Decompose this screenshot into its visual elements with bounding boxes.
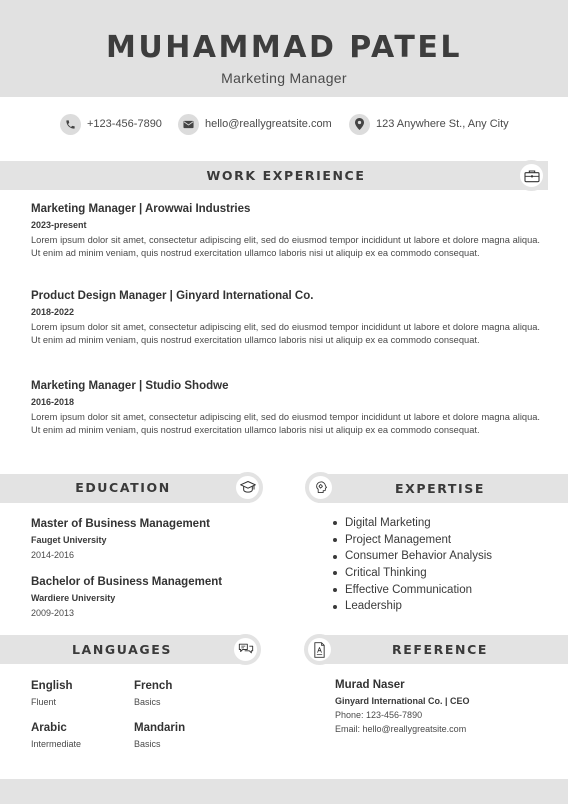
language-level: Basics <box>134 739 161 749</box>
location-icon <box>349 114 370 135</box>
reference-company: Ginyard International Co. | CEO <box>335 696 470 706</box>
contact-address <box>349 113 509 135</box>
reference-phone[interactable]: Phone: 123-456-7890 <box>335 710 423 720</box>
education-degree: Master of Business Management <box>31 518 210 530</box>
list-item <box>333 598 492 615</box>
expertise-skill: Critical Thinking <box>345 567 427 580</box>
brain-gear-icon <box>305 472 336 503</box>
contact-row <box>0 113 568 135</box>
phone-icon <box>60 114 81 135</box>
job-period: 2018-2022 <box>31 307 75 317</box>
candidate-name: MUHAMMAD PATEL <box>105 30 462 65</box>
bullet <box>333 521 337 525</box>
education-period: 2014-2016 <box>31 550 75 560</box>
language-entry <box>31 722 131 749</box>
bullet <box>333 571 337 575</box>
language-name: French <box>134 680 173 692</box>
phone-text[interactable]: +123-456-7890 <box>87 118 162 130</box>
bullet <box>333 605 337 609</box>
list-item <box>333 532 492 549</box>
language-name: Mandarin <box>134 722 186 734</box>
contact-email <box>178 113 332 135</box>
education-degree: Bachelor of Business Management <box>31 576 223 588</box>
bullet <box>333 538 337 542</box>
job-entry <box>31 380 540 436</box>
job-period: 2016-2018 <box>31 397 75 407</box>
education-period: 2009-2013 <box>31 608 75 618</box>
language-entry <box>134 722 234 749</box>
mail-icon <box>178 114 199 135</box>
chat-bubbles-icon <box>230 634 261 665</box>
reference-name: Murad Naser <box>335 679 405 691</box>
footer-band <box>0 779 568 804</box>
education-entry <box>31 576 271 618</box>
expertise-skill: Digital Marketing <box>345 517 431 529</box>
resume-header <box>0 0 568 97</box>
job-period: 2023-present <box>31 220 87 230</box>
languages-heading: LANGUAGES <box>71 642 172 657</box>
language-name: English <box>31 680 73 692</box>
reference-heading: REFERENCE <box>392 642 488 657</box>
education-heading: EDUCATION <box>75 480 171 495</box>
job-description: Lorem ipsum dolor sit amet, consectetur adipiscing elit, sed do eiusmod tempor incididunt ut labore et dolore magna aliqua. Ut enim ad minim veniam, quis nostrud exercitation ullamco laboris nisi ut aliquip ex ea commodo consequat. <box>31 322 540 345</box>
reference-email[interactable]: Email: hello@reallygreatsite.com <box>335 724 467 734</box>
bullet <box>333 588 337 592</box>
reference-entry <box>335 679 565 734</box>
list-item <box>333 515 492 532</box>
education-entry <box>31 518 271 560</box>
address-text: 123 Anywhere St., Any City <box>376 118 509 130</box>
language-level: Intermediate <box>31 739 82 749</box>
expertise-heading: EXPERTISE <box>394 481 486 496</box>
job-description: Lorem ipsum dolor sit amet, consectetur adipiscing elit, sed do eiusmod tempor incididunt ut labore et dolore magna aliqua. Ut enim ad minim veniam, quis nostrud exercitation ullamco laboris nisi ut aliquip ex ea commodo consequat. <box>31 235 540 258</box>
work-experience-heading: WORK EXPERIENCE <box>206 168 366 183</box>
language-entry <box>31 680 131 707</box>
bullet <box>333 555 337 559</box>
reference-document-icon <box>304 634 335 665</box>
job-entry <box>31 203 540 259</box>
contact-phone <box>60 113 162 135</box>
graduation-cap-icon <box>232 472 263 503</box>
language-name: Arabic <box>31 722 67 734</box>
list-item <box>333 565 492 582</box>
job-title: Marketing Manager | Arowwai Industries <box>31 203 251 215</box>
candidate-title: Marketing Manager <box>221 70 347 86</box>
job-title: Marketing Manager | Studio Shodwe <box>31 380 229 392</box>
language-level: Basics <box>134 697 161 707</box>
list-item <box>333 582 492 599</box>
education-school: Wardiere University <box>31 593 116 603</box>
email-text[interactable]: hello@reallygreatsite.com <box>205 118 332 130</box>
expertise-skill: Effective Communication <box>345 583 472 596</box>
briefcase-icon <box>516 160 547 191</box>
job-description: Lorem ipsum dolor sit amet, consectetur adipiscing elit, sed do eiusmod tempor incididunt ut labore et dolore magna aliqua. Ut enim ad minim veniam, quis nostrud exercitation ullamco laboris nisi ut aliquip ex ea commodo consequat. <box>31 412 540 435</box>
job-title: Product Design Manager | Ginyard International Co. <box>31 290 314 302</box>
expertise-skill: Leadership <box>345 600 402 613</box>
job-entry <box>31 290 540 346</box>
expertise-skill: Project Management <box>345 533 452 546</box>
education-school: Fauget University <box>31 535 107 545</box>
expertise-list <box>333 515 492 615</box>
language-entry <box>134 680 234 707</box>
list-item <box>333 548 492 565</box>
language-level: Fluent <box>31 697 57 707</box>
expertise-skill: Consumer Behavior Analysis <box>345 550 493 563</box>
